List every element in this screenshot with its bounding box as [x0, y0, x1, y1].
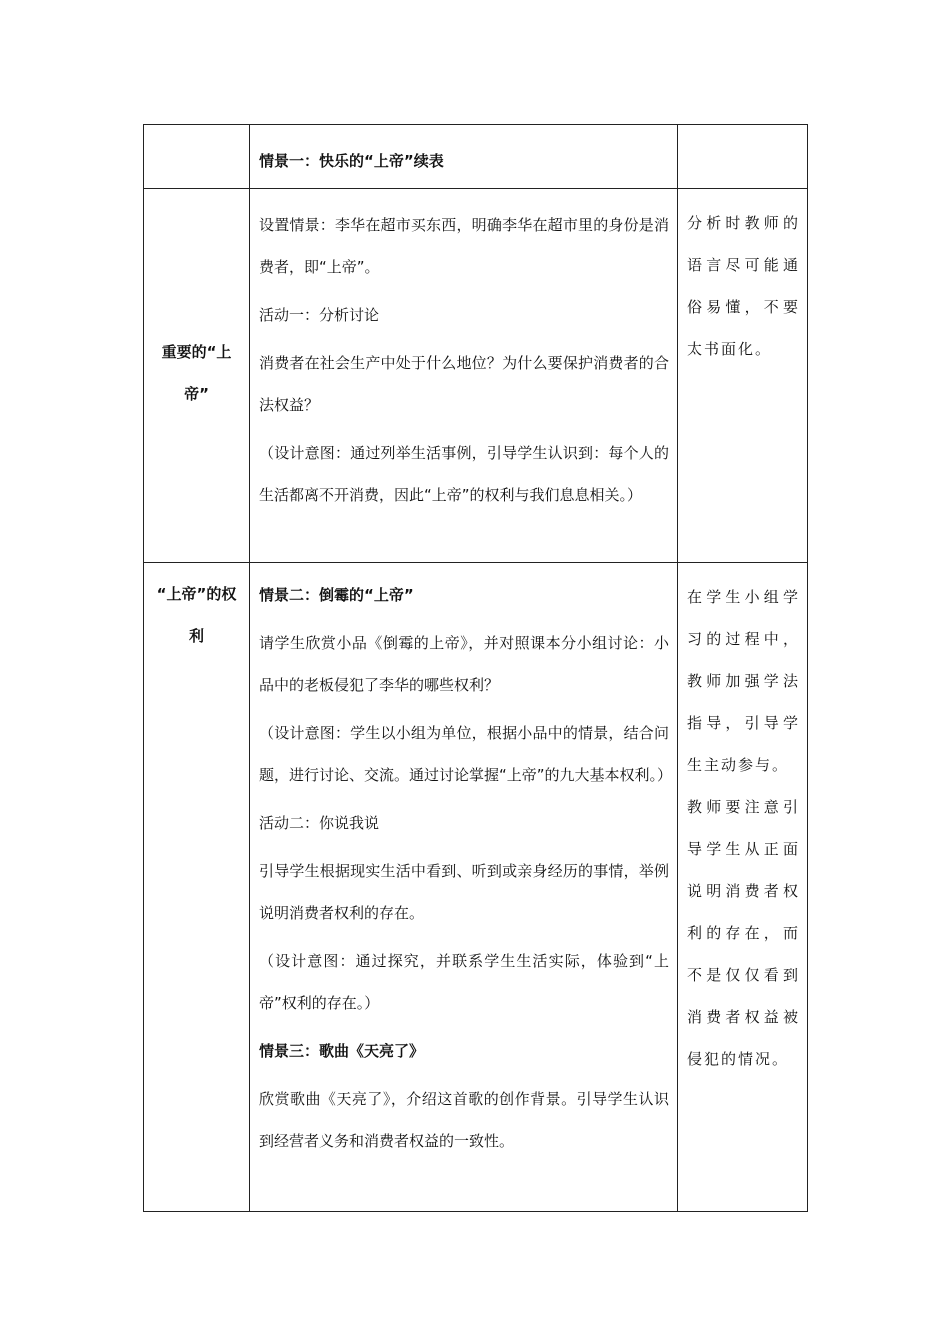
skit-discussion-text: 请学生欣赏小品《倒霉的上帝》，并对照课本分小组讨论：小品中的老板侵犯了李华的哪些权利？: [259, 634, 669, 694]
scenario-heading: 情景三：歌曲《天亮了》: [259, 1042, 425, 1060]
teacher-note: 教师要注意引导学生从正面说明消费者权利的存在，而不是仅仅看到消费者权益被侵犯的情况。: [687, 798, 800, 1068]
topic-cell: [144, 563, 250, 1212]
activity-title: 活动二：你说我说: [259, 814, 380, 832]
scenario-heading: 情景二：倒霉的“上帝”: [259, 586, 414, 604]
design-intent-text: （设计意图：通过列举生活事例，引导学生认识到：每个人的生活都离不开消费，因此“上帝”的权利与我们息息相关。）: [259, 444, 669, 504]
table-row: [144, 189, 808, 563]
scenario-setup-text: 设置情景：李华在超市买东西，明确李华在超市里的身份是消费者，即“上帝”。: [259, 216, 669, 276]
note-cell: [678, 563, 808, 1212]
topic-cell: [144, 189, 250, 563]
activity-instruction-text: 引导学生根据现实生活中看到、听到或亲身经历的事情，举例说明消费者权利的存在。: [259, 862, 669, 922]
discussion-question: 消费者在社会生产中处于什么地位？为什么要保护消费者的合法权益？: [259, 354, 669, 414]
table-row: [144, 125, 808, 189]
note-cell: [678, 189, 808, 563]
topic-label: “上帝”的权利: [156, 585, 237, 645]
topic-label: 重要的“上帝”: [161, 343, 232, 403]
activity-title: 活动一：分析讨论: [259, 306, 380, 324]
lesson-plan-table: [143, 124, 808, 1212]
content-cell: [250, 189, 678, 563]
teacher-note: 分析时教师的语言尽可能通俗易懂，不要太书面化。: [687, 214, 800, 358]
teacher-note: [678, 125, 807, 138]
topic-cell: [144, 125, 250, 189]
teacher-note: 在学生小组学习的过程中，教师加强学法指导，引导学生主动参与。: [687, 588, 800, 774]
song-appreciation-text: 欣赏歌曲《天亮了》，介绍这首歌的创作背景。引导学生认识到经营者义务和消费者权益的一致性。: [259, 1090, 669, 1150]
design-intent-text: （设计意图：学生以小组为单位，根据小品中的情景，结合问题，进行讨论、交流。通过讨论掌握“上帝”的九大基本权利。）: [259, 724, 673, 784]
content-cell: [250, 125, 678, 189]
scenario-heading: 情景一：快乐的“上帝”续表: [259, 152, 444, 170]
content-cell: [250, 563, 678, 1212]
note-cell: [678, 125, 808, 189]
design-intent-text: （设计意图：通过探究，并联系学生生活实际，体验到“上帝”权利的存在。）: [259, 952, 669, 1012]
table-row: [144, 563, 808, 1212]
